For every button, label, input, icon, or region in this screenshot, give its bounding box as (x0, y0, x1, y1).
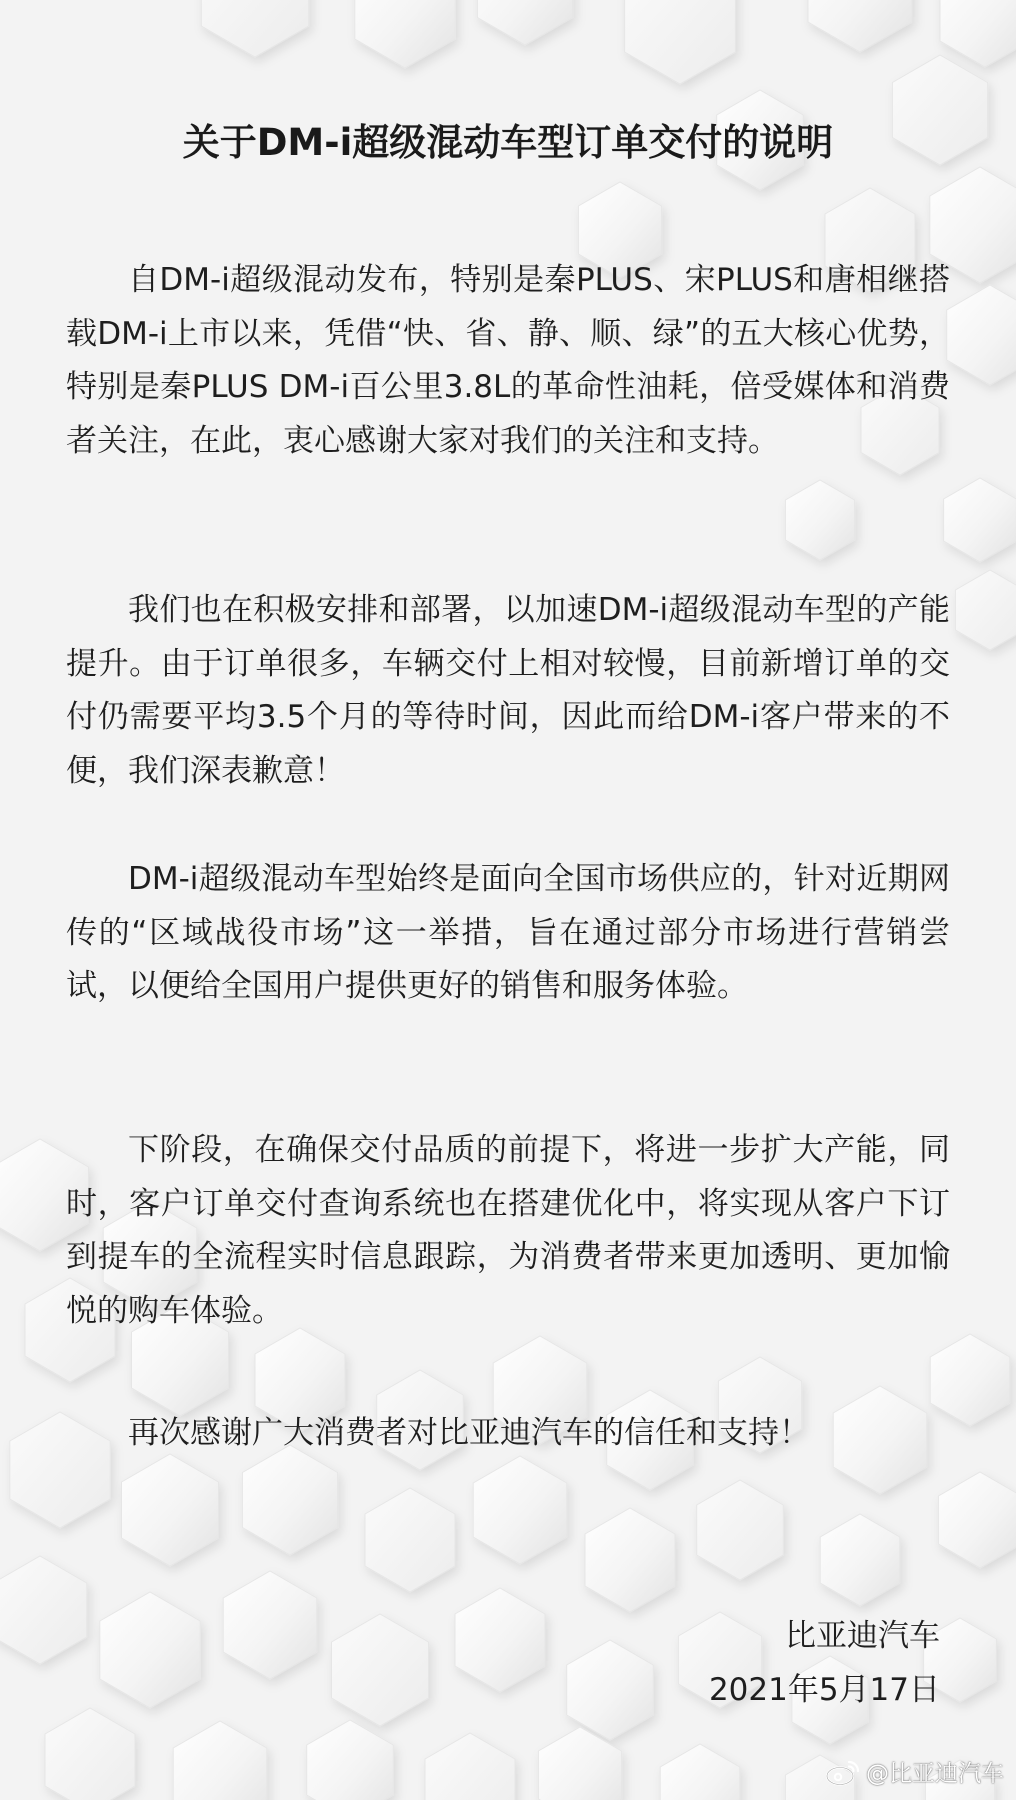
paragraph-thanks: 再次感谢广大消费者对比亚迪汽车的信任和支持！ (128, 1415, 810, 1451)
signature-date: 2021年5月17日 (708, 1672, 940, 1708)
paragraph-next-steps: 下阶段，在确保交付品质的前提下，将进一步扩大产能，同时，客户订单交付查询系统也在搭建优化中，将实现从客户下订到提车的全流程实时信息跟踪，为消费者带来更加透明、更加愉悦的购车体验。 (66, 1132, 950, 1329)
paragraph-capacity: 我们也在积极安排和部署，以加速DM-i超级混动车型的产能提升。由于订单很多，车辆交付上相对较慢，目前新增订单的交付仍需要平均3.5个月的等待时间，因此而给DM-i客户带来的不便，我们深表歉意！ (66, 592, 950, 789)
weibo-icon (825, 1758, 861, 1786)
notice-title: 关于DM-i超级混动车型订单交付的说明 (182, 121, 834, 164)
watermark-text: @比亚迪汽车 (866, 1761, 1004, 1787)
paragraph-intro: 自DM-i超级混动发布，特别是秦PLUS、宋PLUS和唐相继搭载DM-i上市以来，凭借“快、省、静、顺、绿”的五大核心优势，特别是秦PLUS DM-i百公里3.8L的革命性油耗，倍受媒体和消费者关注，在此，衷心感谢大家对我们的关注和支持。 (66, 262, 950, 459)
signature-company: 比亚迪汽车 (785, 1618, 940, 1654)
paragraph-market: DM-i超级混动车型始终是面向全国市场供应的，针对近期网传的“区域战役市场”这一举措，旨在通过部分市场进行营销尝试，以便给全国用户提供更好的销售和服务体验。 (66, 861, 950, 1004)
weibo-watermark (825, 1755, 1004, 1788)
